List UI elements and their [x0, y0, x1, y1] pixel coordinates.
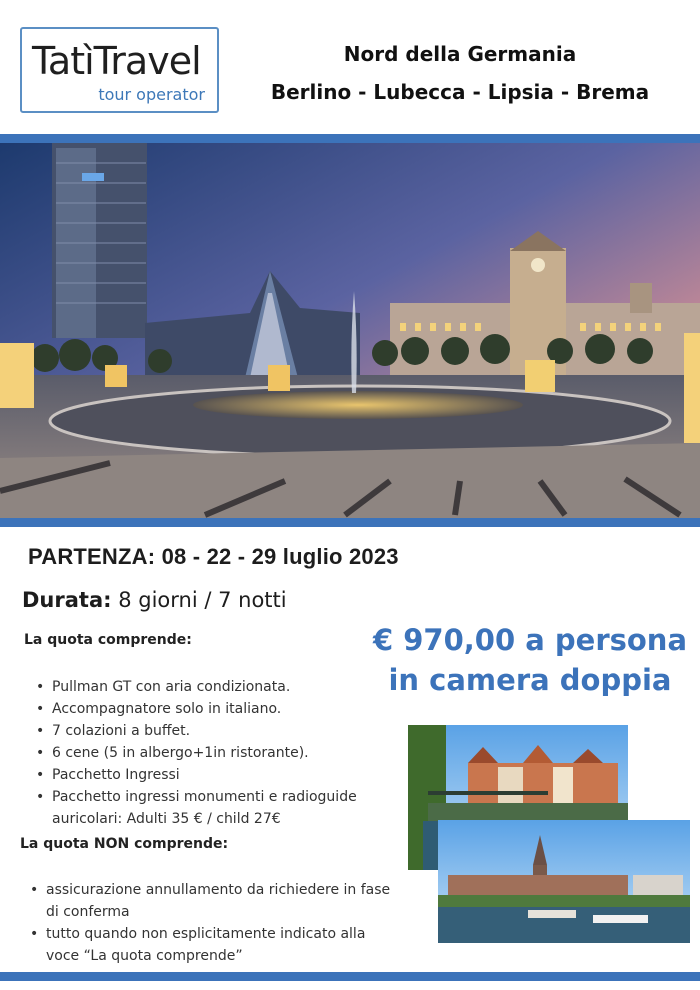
city-photos	[408, 725, 690, 943]
price-block	[360, 620, 700, 700]
brand-name: TatìTravel	[32, 39, 201, 83]
list-item: • tutto quando non esplicitamente indicato alla voce “La quota comprende”	[26, 923, 401, 967]
brand-logo	[20, 27, 219, 113]
includes-list	[32, 676, 377, 830]
trip-duration	[22, 588, 287, 612]
includes-heading: La quota comprende:	[24, 632, 192, 648]
departure-dates: PARTENZA: 08 - 22 - 29 luglio 2023	[28, 544, 399, 569]
list-item: • Accompagnatore solo in italiano.	[32, 698, 377, 720]
bottom-divider	[0, 972, 700, 981]
list-item: • Pacchetto ingressi monumenti e radioguide auricolari: Adulti 35 € / child 27€	[32, 786, 377, 830]
excludes-heading: La quota NON comprende:	[20, 836, 229, 852]
brand-tagline: tour operator	[98, 85, 205, 104]
duration-label: Durata:	[22, 588, 112, 612]
bremen-photo	[438, 820, 690, 943]
hero-image	[0, 143, 700, 518]
list-item: • Pullman GT con aria condizionata.	[32, 676, 377, 698]
hero-divider	[0, 518, 700, 527]
top-divider	[0, 134, 700, 143]
itinerary-cities: Berlino - Lubecca - Lipsia - Brema	[270, 80, 650, 104]
list-item: • Pacchetto Ingressi	[32, 764, 377, 786]
list-item: • 6 cene (5 in albergo+1in ristorante).	[32, 742, 377, 764]
page-title: Nord della Germania	[343, 42, 577, 66]
price-room: in camera doppia	[388, 663, 672, 697]
excludes-list	[26, 879, 401, 967]
list-item: • assicurazione annullamento da richiedere in fase di conferma	[26, 879, 401, 923]
price-amount: € 970,00 a persona	[372, 623, 688, 657]
duration-value: 8 giorni / 7 notti	[118, 588, 287, 612]
list-item: • 7 colazioni a buffet.	[32, 720, 377, 742]
